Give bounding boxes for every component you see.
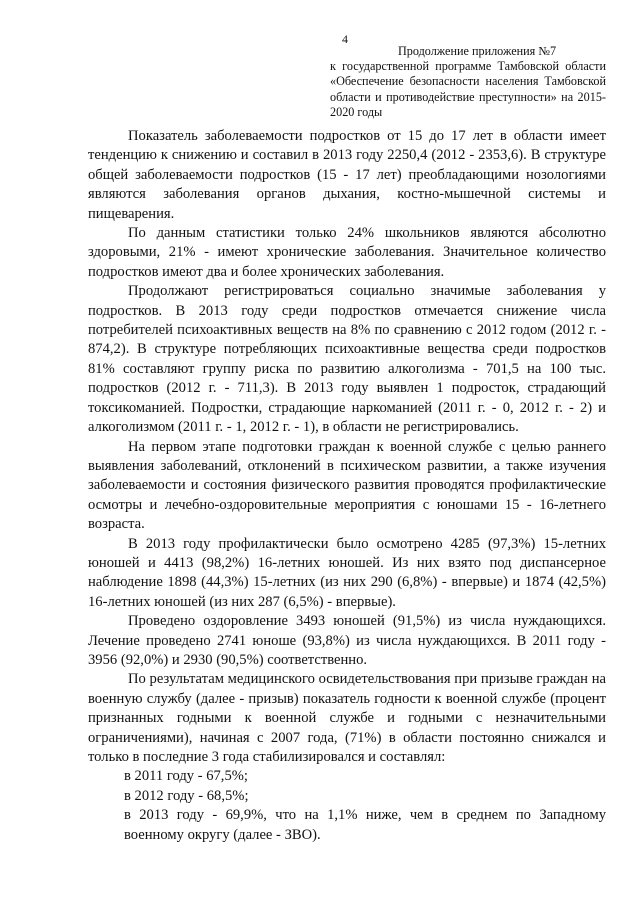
paragraph-school-health-stats: По данным статистики только 24% школьников являются абсолютно здоровыми, 21% - имеют хронические заболевания. Значительное количество подростков имеют два и более хронических заболевания. xyxy=(88,225,606,280)
page-number: 4 xyxy=(342,32,348,46)
appendix-header-program: к государственной программе Тамбовской области «Обеспечение безопасности населения Тамбовской области и противодействие преступности» на 2015-2020 годы xyxy=(330,59,606,119)
paragraph-preventive-exams: В 2013 году профилактически было осмотрено 4285 (97,3%) 15-летних юношей и 4413 (98,2%) 16-летних юношей. Из них взято под диспансерное наблюдение 1898 (44,3%) 15-летних (из них 290 (6,8%) - впервые) и 1874 (42,5%) 16-летних юношей (из них 287 (6,5%) - впервые). xyxy=(88,535,606,610)
appendix-header-note xyxy=(330,44,606,120)
list-item-2013: в 2013 году - 69,9%, что на 1,1% ниже, чем в среднем по Западному военному округу (далее - ЗВО). xyxy=(124,807,606,843)
paragraph-military-preparation: На первом этапе подготовки граждан к военной службе с целью раннего выявления заболеваний, отклонений в психическом развитии, а также изучения заболеваемости и состояния физического развития проводятся профилактические осмотры и лечебно-оздоровительные мероприятия с юношами 15 - 16-летнего возраста. xyxy=(88,438,606,533)
paragraph-teen-morbidity: Показатель заболеваемости подростков от 15 до 17 лет в области имеет тенденцию к снижению и составил в 2013 году 2250,4 (2012 - 2353,6). В структуре общей заболеваемости подростков (15 - 17 лет) преобладающими нозологиями являются заболевания органов дыхания, костно-мышечной системы и пищеварения. xyxy=(88,128,606,222)
list-item-2012: в 2012 году - 68,5%; xyxy=(124,787,249,804)
appendix-header-title: Продолжение приложения №7 xyxy=(397,44,557,58)
document-body xyxy=(88,127,606,845)
list-item-2011: в 2011 году - 67,5%; xyxy=(124,768,248,785)
paragraph-socially-significant-diseases: Продолжают регистрироваться социально значимые заболевания у подростков. В 2013 году среди подростков отмечается снижение числа потребителей психоактивных веществ на 8% по сравнению с 2012 годом (2012 г. - 874,2). В структуре потребляющих психоактивные вещества среди подростков 81% составляют группу риска по развитию алкоголизма - 701,5 на 100 тыс. подростков (2012 г. - 711,3). В 2013 году выявлен 1 подросток, страдающий токсикоманией. Подростки, страдающие наркоманией (2011 г. - 0, 2012 г. - 2) и алкоголизмом (2011 г. - 1, 2012 г. - 1), в области не регистрировались. xyxy=(88,283,606,436)
paragraph-conscription-fitness: По результатам медицинского освидетельствования при призыве граждан на военную службу (далее - призыв) показатель годности к военной службе (процент признанных годными к военной службе и годными с незначительными ограничениями), начиная с 2007 года, (71%) в области постоянно снижался и только в последние 3 года стабилизировался и составлял: xyxy=(88,671,606,765)
paragraph-recovery: Проведено оздоровление 3493 юношей (91,5%) из числа нуждающихся. Лечение проведено 2741 юноше (93,8%) из числа нуждающихся. В 2011 году - 3956 (92,0%) и 2930 (90,5%) соответственно. xyxy=(88,613,606,668)
